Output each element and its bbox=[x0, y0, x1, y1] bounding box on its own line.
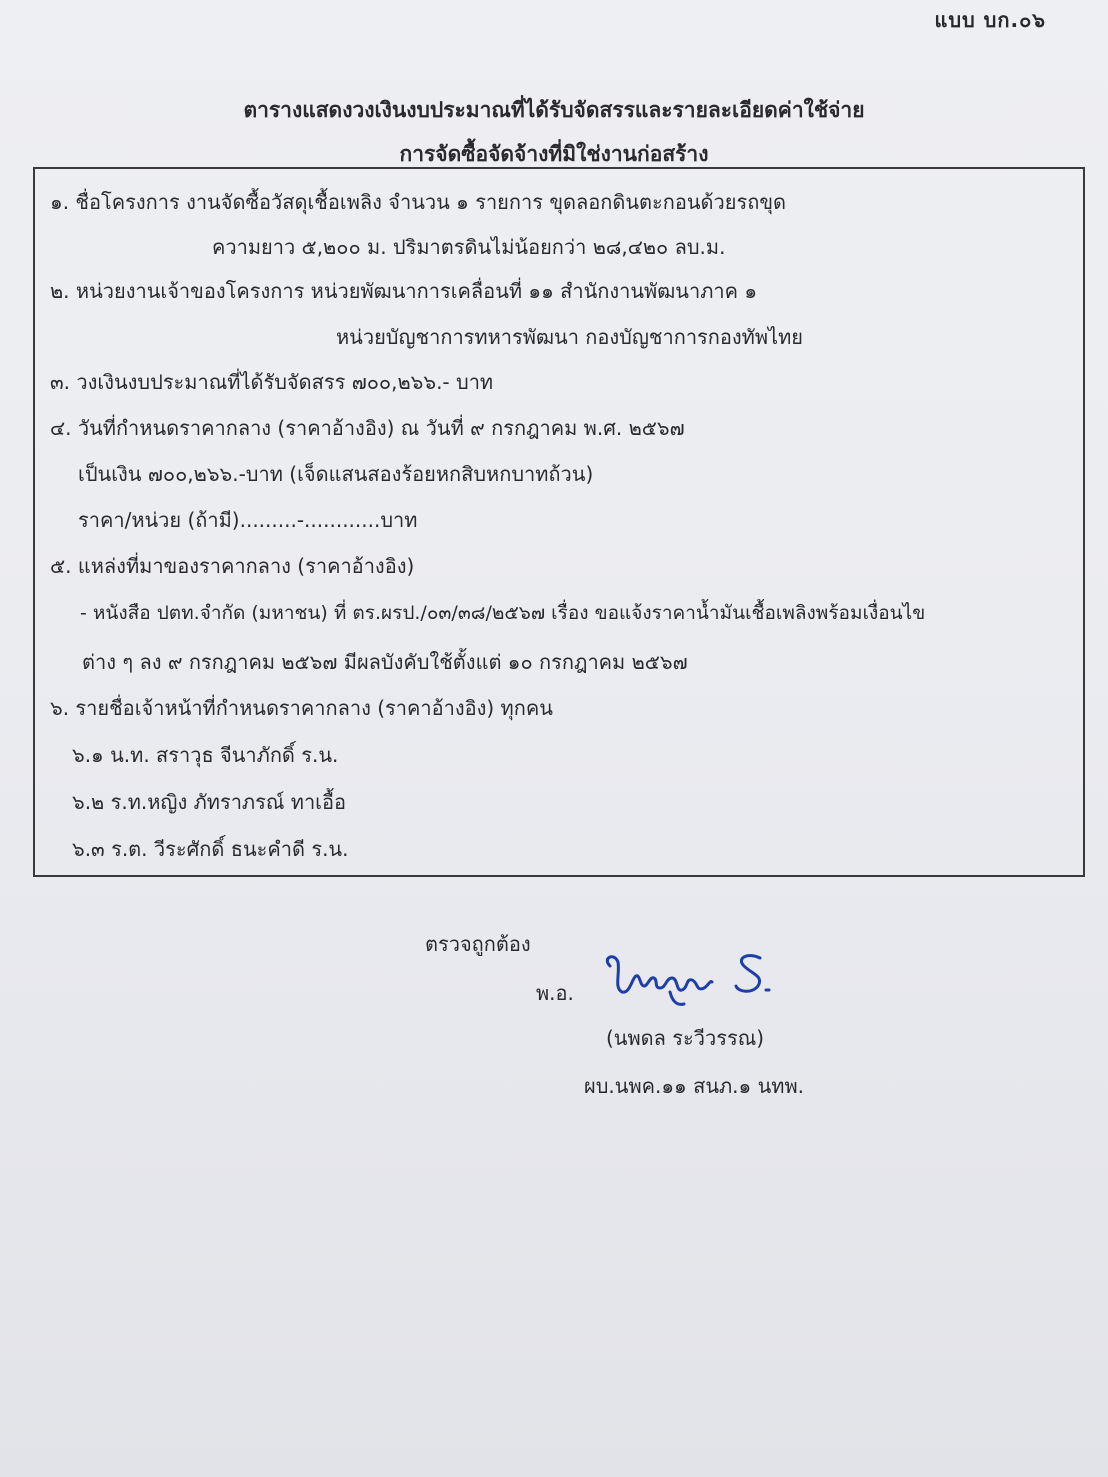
project-name-line-1: ๑. ชื่อโครงการ งานจัดซื้อวัสดุเชื้อเพลิง จำนวน ๑ รายการ ขุดลอกดินตะกอนด้วยรถขุด bbox=[50, 190, 787, 214]
official-2: ๖.๒ ร.ท.หญิง ภัทราภรณ์ ทาเอื้อ bbox=[72, 790, 347, 814]
document-title-line-2: การจัดซื้อจัดจ้างที่มิใช่งานก่อสร้าง bbox=[399, 142, 709, 166]
source-line-3: ต่าง ๆ ลง ๙ กรกฎาคม ๒๕๖๗ มีผลบังคับใช้ตั้งแต่ ๑๐ กรกฎาคม ๒๕๖๗ bbox=[82, 650, 688, 674]
handwritten-signature bbox=[600, 948, 780, 1018]
source-line-1: ๕. แหล่งที่มาของราคากลาง (ราคาอ้างอิง) bbox=[50, 554, 415, 578]
form-code: แบบ บก.๐๖ bbox=[934, 8, 1046, 32]
official-1: ๖.๑ น.ท. สราวุธ จีนาภักดิ์ ร.น. bbox=[72, 743, 339, 767]
reference-price-line-1: ๔. วันที่กำหนดราคากลาง (ราคาอ้างอิง) ณ วันที่ ๙ กรกฎาคม พ.ศ. ๒๕๖๗ bbox=[50, 416, 685, 440]
budget-line: ๓. วงเงินงบประมาณที่ได้รับจัดสรร ๗๐๐,๒๖๖.- บาท bbox=[50, 370, 494, 394]
owner-unit-line-2: หน่วยบัญชาการทหารพัฒนา กองบัญชาการกองทัพไทย bbox=[336, 325, 804, 349]
reference-price-line-2: เป็นเงิน ๗๐๐,๒๖๖.-บาท (เจ็ดแสนสองร้อยหกสิบหกบาทถ้วน) bbox=[78, 462, 594, 486]
verified-label: ตรวจถูกต้อง bbox=[425, 932, 531, 956]
source-line-2: - หนังสือ ปตท.จำกัด (มหาชน) ที่ ตร.ผรป./๐๓/๓๘/๒๕๖๗ เรื่อง ขอแจ้งราคาน้ำมันเชื้อเพลิงพร้อมเงื่อนไข bbox=[80, 602, 926, 624]
signer-position: ผบ.นพค.๑๑ สนภ.๑ นทพ. bbox=[584, 1074, 804, 1098]
reference-price-line-3: ราคา/หน่วย (ถ้ามี).........-............บาท bbox=[78, 508, 418, 532]
officials-heading: ๖. รายชื่อเจ้าหน้าที่กำหนดราคากลาง (ราคาอ้างอิง) ทุกคน bbox=[50, 696, 553, 720]
document-title-line-1: ตารางแสดงวงเงินงบประมาณที่ได้รับจัดสรรและรายละเอียดค่าใช้จ่าย bbox=[243, 98, 865, 122]
signer-name: (นพดล ระวีวรรณ) bbox=[606, 1026, 765, 1050]
official-3: ๖.๓ ร.ต. วีระศักดิ์ ธนะคำดี ร.น. bbox=[72, 837, 349, 861]
project-name-line-2: ความยาว ๕,๒๐๐ ม. ปริมาตรดินไม่น้อยกว่า ๒๘,๔๒๐ ลบ.ม. bbox=[212, 235, 726, 259]
owner-unit-line-1: ๒. หน่วยงานเจ้าของโครงการ หน่วยพัฒนาการเคลื่อนที่ ๑๑ สำนักงานพัฒนาภาค ๑ bbox=[50, 279, 758, 303]
signer-rank: พ.อ. bbox=[536, 981, 574, 1005]
